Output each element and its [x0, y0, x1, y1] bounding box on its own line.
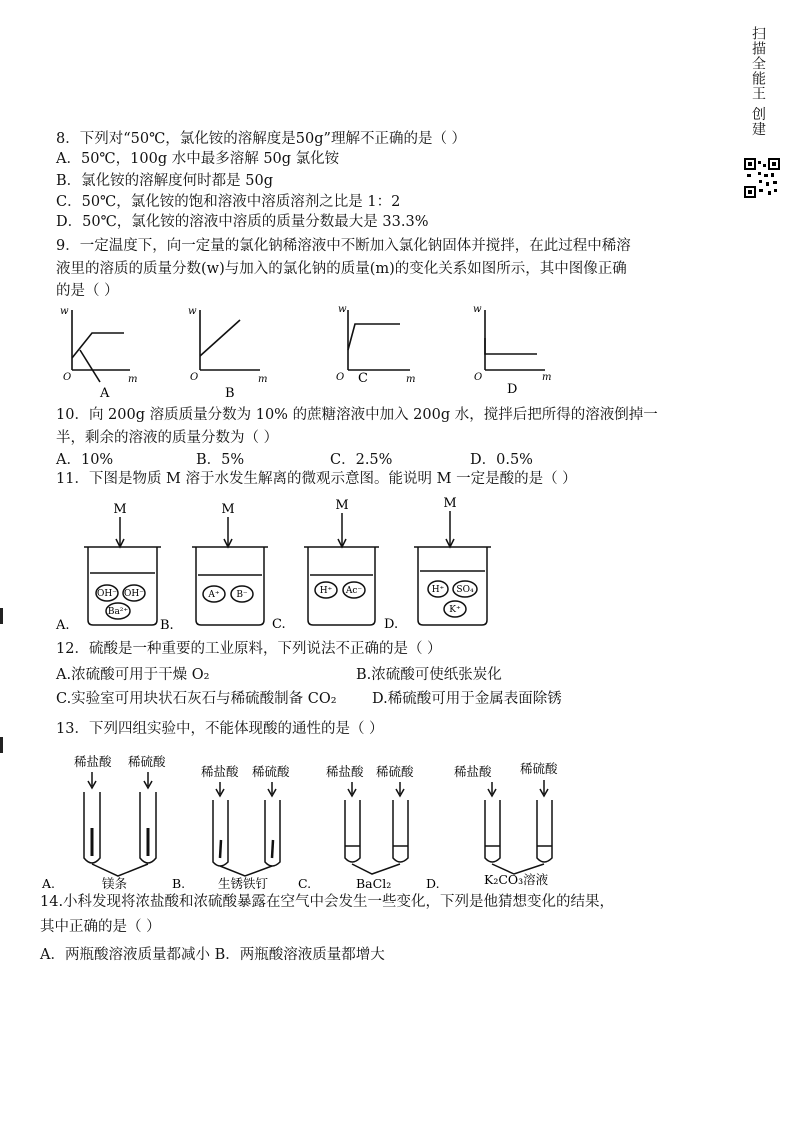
q11-stem: 11．下图是物质 M 溶于水发生解离的微观示意图。能说明 M 一定是酸的是（ ）: [56, 471, 577, 487]
ion-label: H⁺: [319, 586, 333, 596]
q10-option-d: D．0.5%: [470, 452, 533, 468]
ion-label: A⁺: [208, 590, 220, 600]
axis-x-label: m: [542, 372, 552, 383]
m-label: M: [221, 502, 235, 517]
option-letter-b: B.: [172, 876, 186, 891]
q14-stem-line1: 14.小科发现将浓盐酸和浓硫酸暴露在空气中会发生一些变化，下列是他猜想变化的结果，: [40, 894, 615, 910]
ion-label: SO₄: [456, 585, 474, 595]
acid-label: 稀硫酸: [376, 764, 414, 779]
qr-code-icon: [744, 158, 780, 198]
graph-label-c: C: [358, 371, 368, 386]
q12-option-b: B.浓硫酸可使纸张炭化: [356, 667, 502, 683]
graph-label-a: A: [100, 386, 110, 400]
q8-option-a: A．50℃，100g 水中最多溶解 50g 氯化铵: [56, 151, 340, 167]
q8-option-c: C．50℃，氯化铵的饱和溶液中溶质溶剂之比是 1：2: [56, 194, 401, 210]
axis-y-label: w: [60, 306, 69, 317]
axis-x-label: m: [406, 374, 416, 385]
option-letter-a: A.: [42, 876, 56, 891]
graph-label-d: D: [507, 382, 518, 397]
reagent-label: BaCl₂: [356, 876, 392, 891]
m-label: M: [443, 496, 457, 511]
side-watermark: 扫描全能王 创建: [750, 26, 766, 137]
q8-option-b: B．氯化铵的溶解度何时都是 50g: [56, 173, 273, 189]
reagent-label: 生锈铁钉: [218, 876, 269, 891]
acid-label: 稀硫酸: [252, 764, 290, 779]
q10-option-c: C．2.5%: [330, 452, 393, 468]
origin-label: O: [190, 372, 199, 383]
q10-option-a: A．10%: [56, 452, 114, 468]
origin-label: O: [63, 372, 72, 383]
m-label: M: [113, 502, 127, 517]
q12-option-c: C.实验室可用块状石灰石与稀硫酸制备 CO₂: [56, 691, 337, 707]
acid-label: 稀盐酸: [326, 764, 364, 779]
margin-mark: [0, 608, 3, 624]
axis-y-label: w: [188, 306, 197, 317]
q8-option-d: D．50℃，氯化铵的溶液中溶质的质量分数最大是 33.3%: [56, 214, 429, 230]
option-letter-c: C.: [272, 617, 286, 632]
ion-label: Ba²⁺: [107, 607, 129, 617]
acid-label: 稀盐酸: [201, 764, 239, 779]
ion-label: Ac⁻: [345, 586, 363, 596]
option-letter-d: D.: [384, 617, 399, 632]
m-label: M: [335, 498, 349, 513]
acid-label: 稀硫酸: [520, 761, 558, 776]
option-letter-c: C.: [298, 876, 312, 891]
q14-stem-line2: 其中正确的是（ ）: [40, 919, 161, 935]
q12-option-a: A.浓硫酸可用于干燥 O₂: [56, 667, 210, 683]
option-letter-b: B.: [160, 618, 174, 633]
acid-label: 稀盐酸: [74, 754, 112, 769]
option-letter-d: D.: [426, 876, 440, 891]
margin-mark: [0, 737, 3, 753]
option-letter-a: A.: [56, 618, 70, 633]
graph-label-b: B: [225, 386, 235, 400]
q9-stem-line1: 9．一定温度下，向一定量的氯化钠稀溶液中不断加入氯化钠固体并搅拌，在此过程中稀溶: [56, 238, 631, 254]
ion-label: B⁻: [236, 590, 248, 600]
q9-stem-line3: 的是（ ）: [56, 283, 119, 299]
acid-label: 稀盐酸: [454, 764, 492, 779]
ion-label: OH⁻: [97, 589, 117, 599]
reagent-label: 镁条: [102, 876, 128, 891]
q13-experiments: [40, 748, 600, 893]
acid-label: 稀硫酸: [128, 754, 166, 769]
ion-label: H⁺: [431, 585, 445, 595]
ion-label: OH⁻: [124, 589, 144, 599]
q8-stem: 8．下列对“50℃，氯化铵的溶解度是50g”理解不正确的是（ ）: [56, 131, 467, 147]
q10-option-b: B．5%: [196, 452, 245, 468]
q10-stem-line1: 10．向 200g 溶质质量分数为 10% 的蔗糖溶液中加入 200g 水，搅拌后把所得的溶液倒掉一: [56, 407, 658, 423]
q10-stem-line2: 半，剩余的溶液的质量分数为（ ）: [56, 430, 279, 446]
axis-x-label: m: [258, 374, 268, 385]
q14-options: A．两瓶酸溶液质量都减小 B．两瓶酸溶液质量都增大: [40, 947, 385, 963]
q9-stem-line2: 液里的溶质的质量分数(w)与加入的氯化钠的质量(m)的变化关系如图所示，其中图像正确: [56, 261, 627, 277]
q13-stem: 13．下列四组实验中，不能体现酸的通性的是（ ）: [56, 721, 384, 737]
ion-label: K⁺: [449, 605, 461, 615]
reagent-label: K₂CO₃溶液: [484, 872, 549, 887]
origin-label: O: [336, 372, 345, 383]
axis-y-label: w: [338, 304, 347, 315]
q12-stem: 12．硫酸是一种重要的工业原料，下列说法不正确的是（ ）: [56, 641, 442, 657]
q11-beakers: [52, 495, 522, 635]
q9-graphs: [50, 300, 570, 400]
axis-y-label: w: [473, 304, 482, 315]
origin-label: O: [474, 372, 483, 383]
axis-x-label: m: [128, 374, 138, 385]
q12-option-d: D.稀硫酸可用于金属表面除锈: [372, 691, 562, 707]
